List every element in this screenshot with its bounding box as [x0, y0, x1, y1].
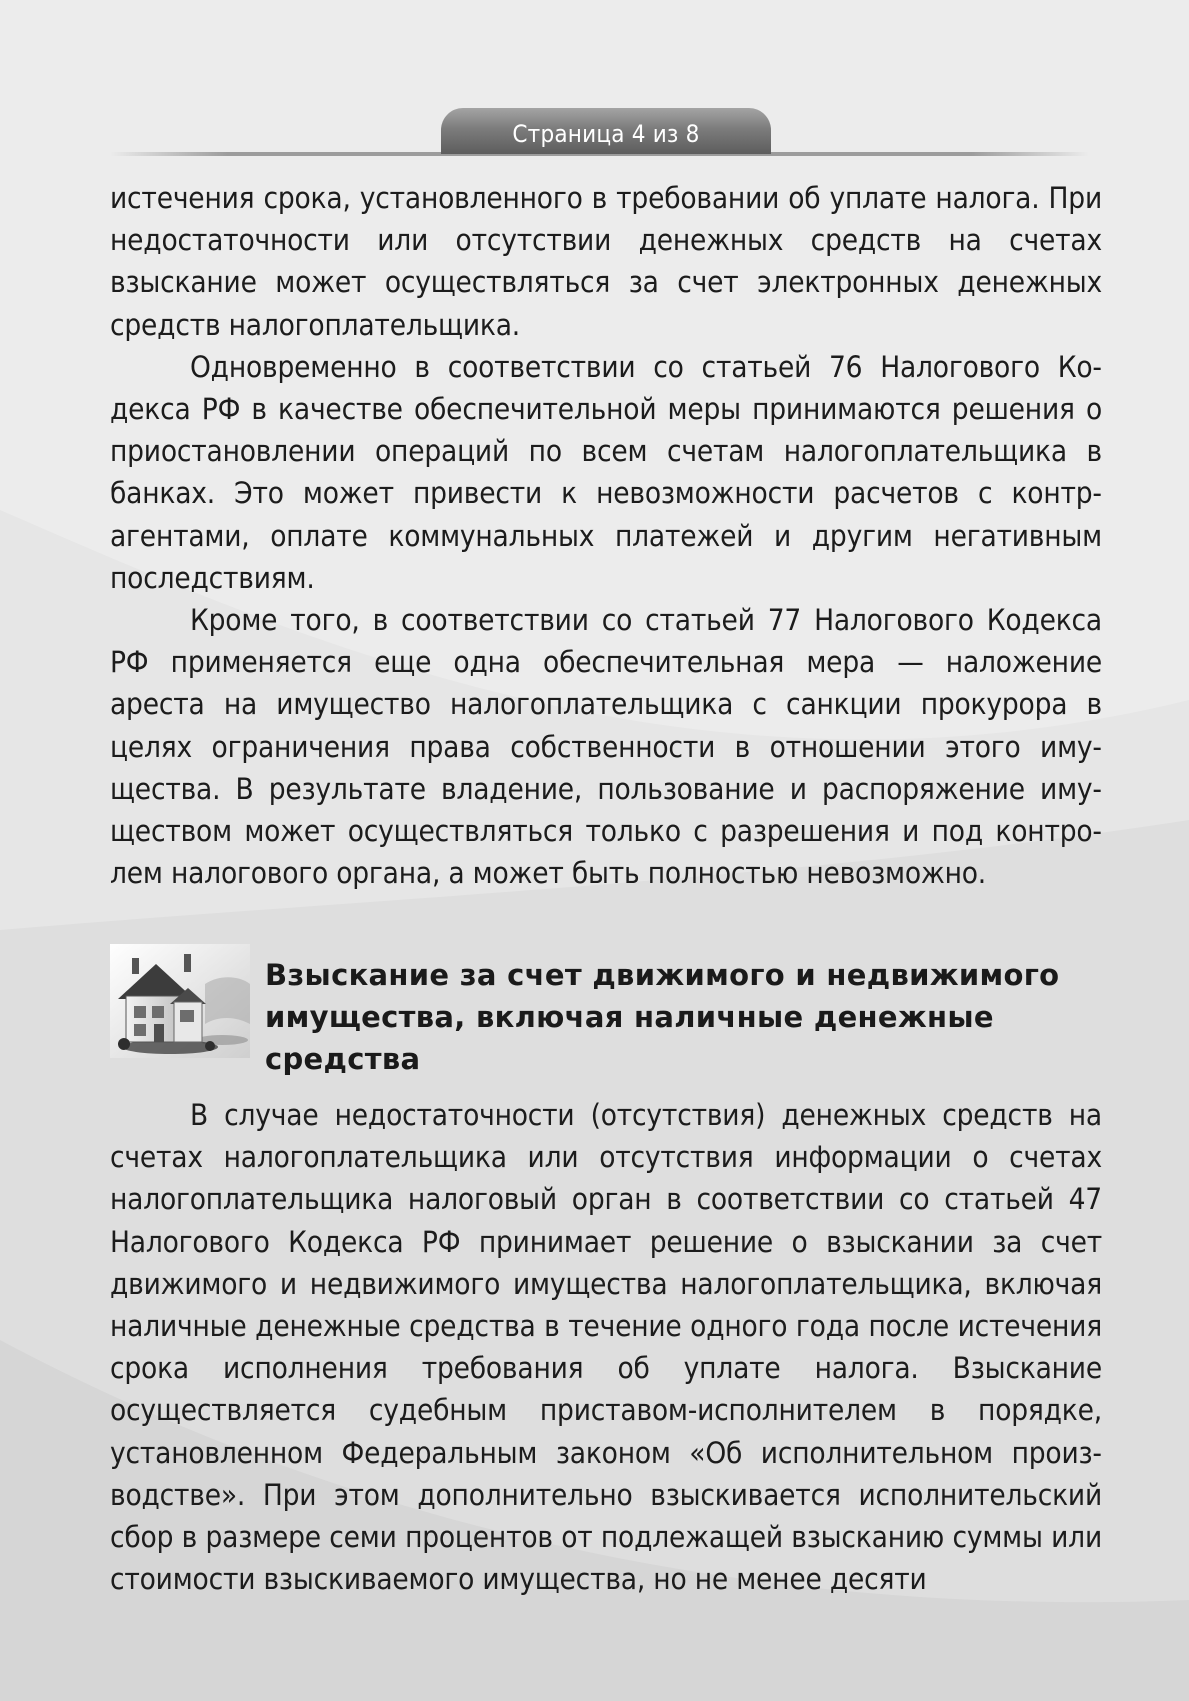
section-title: Взыскание за счет движимого и недвижимого имущества, включая наличные денежные средства: [265, 958, 1060, 1076]
house-icon: [110, 944, 250, 1058]
paragraph: истечения срока, установленного в требовании об уплате налога. При недостаточности или отсутствии денежных средств на счетах взыскание может осуществляться за счет электронных денежных средств налогоплательщика.: [110, 181, 1102, 342]
page-indicator-label: Страница 4 из 8: [512, 120, 700, 148]
paragraph: Одновременно в соответствии со статьей 76 Налогового Кодекса РФ в качестве обеспечительной меры принимаются решения о приостановлении операций по всем счетам налогоплательщика в банках. Это может привести к невозможности расчетов с контрагентами, оплате коммунальных платежей и другим негативным последствиям.: [110, 349, 1102, 595]
intro-text-block: [110, 177, 1102, 894]
page-indicator: [441, 108, 771, 154]
section-header: [110, 944, 1110, 1076]
paragraph: В случае недостаточности (отсутствия) денежных средств на счетах налогоплательщика или отсутствия информации о счетах налогоплательщика налоговый орган в соответствии со статьей 47 Налогового Кодекса РФ принимает решение о взыскании за счет движимого и недвижимого имущества налогоплательщика, включая наличные денежные средства в течение одного года после истечения срока исполнения требования об уплате налога. Взыскание осуществляется судебным приставом-исполнителем в порядке, установленном Федеральным законом «Об исполнительном производстве». При этом дополнительно взыскивается исполнительский сбор в размере семи процентов от подлежащей взысканию суммы или стоимости взыскиваемого имущества, но не менее десяти: [110, 1098, 1102, 1597]
body-text-block: [110, 1094, 1102, 1600]
paragraph: Кроме того, в соответствии со статьей 77 Налогового Кодекса РФ применяется еще одна обеспечительная мера — наложение ареста на имущество налогоплательщика с санкции прокурора в целях ограничения права собственности в отношении этого имущества. В результате владение, пользование и распоряжение имуществом может осуществляться только с разрешения и под контролем налогового органа, а может быть полностью невозможно.: [110, 603, 1102, 891]
